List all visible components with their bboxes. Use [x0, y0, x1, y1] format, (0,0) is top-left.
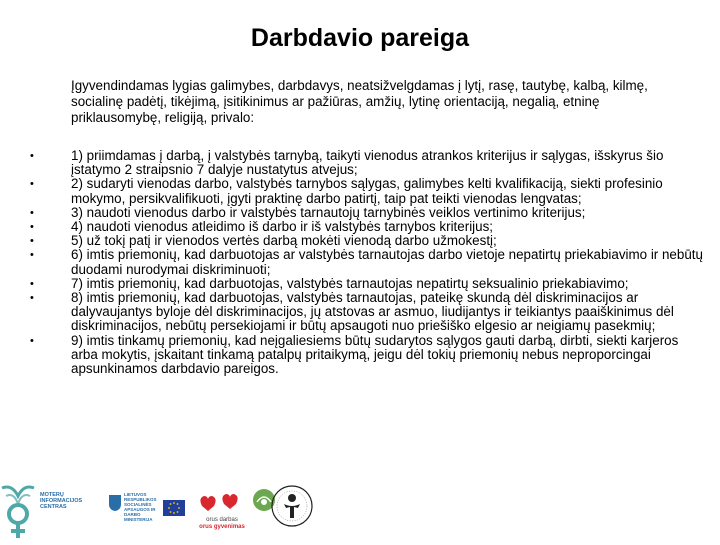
coat-of-arms-icon	[108, 494, 122, 512]
intro-paragraph: Įgyvendindamas lygias galimybes, darbdavys, neatsižvelgdamas į lytį, rasę, tautybę, kalbą, kilmę, socialinę padėtį, tikėjimą, įsitikinimus ar pažiūras, amžių, lytinę orientaciją, negalią, etninę priklausomybę, religiją, privalo:	[71, 78, 648, 125]
list-item-text: 6) imtis priemonių, kad darbuotojas ar valstybės tarnautojas darbo vietoje nepatirtų priekabiavimo ir nebūtų duodami nurodymai diskriminuoti;	[71, 247, 703, 277]
list-item-text: 4) naudoti vienodus atleidimo iš darbo ir iš valstybės tarnybos kriterijus;	[71, 219, 494, 235]
bullet-icon: •	[30, 206, 34, 219]
list-item	[26, 291, 706, 334]
program-line-1: orus darbas	[206, 517, 238, 523]
list-item-text: 5) už tokį patį ir vienodos vertės darbą mokėti vienodą darbo užmokestį;	[71, 233, 497, 249]
footer-logos	[0, 478, 720, 540]
womens-center-name: MOTERŲ INFORMACIJOS CENTRAS	[40, 492, 83, 510]
bullet-icon: •	[30, 235, 34, 248]
list-item	[26, 334, 706, 377]
list-item-text: 7) imtis priemonių, kad darbuotojas, valstybės tarnautojas nepatirtų seksualinio priekabiavimo;	[71, 275, 629, 291]
list-item	[26, 206, 706, 220]
list-item	[26, 277, 706, 291]
bullet-icon: •	[30, 178, 34, 191]
list-item-text: 1) priimdamas į darbą, į valstybės tarnybą, taikyti vienodus atrankos kriterijus ir sąlygas, išskyrus šio įstatymo 2 straipsnio 7 dalyje nustatytus atvejus;	[71, 148, 664, 178]
bullet-icon: •	[30, 334, 34, 347]
venus-symbol-logo	[0, 482, 36, 540]
ministry-name: LIETUVOS RESPUBLIKOS SOCIALINĖS APSAUGOS IR DARBO MINISTERIJA	[124, 492, 157, 522]
slide-title: Darbdavio pareiga	[250, 24, 470, 52]
eu-flag-icon	[163, 500, 185, 516]
program-logo	[196, 490, 248, 530]
list-item	[26, 234, 706, 248]
bullet-icon: •	[30, 277, 34, 290]
list-item-text: 8) imtis priemonių, kad darbuotojas, valstybės tarnautojas, pateikę skundą dėl diskriminacijos ar dalyvaujantys byloje dėl diskriminacijos, jų atstovas ar asmuo, liudijantys ir teikiantys paaiškinimus dėl diskriminacijos, nebūtų persekiojami ir būtų apsaugoti nuo priešiško elgesio ar neigiamų pasekmių;	[71, 290, 674, 334]
bullet-icon: •	[30, 150, 34, 162]
list-item	[26, 177, 706, 205]
bullet-icon: •	[30, 292, 34, 305]
list-item-text: 9) imtis tinkamų priemonių, kad neįgaliesiems būtų sudarytos sąlygos gauti darbą, dirbti, siekti karjeros arba mokytis, įskaitant tinkamą patalpų pritaikymą, jeigu dėl tokių priemonių nebus neproporcingai apsunkinamos darbdavio pareigos.	[71, 332, 679, 377]
bullet-icon: •	[30, 221, 34, 234]
list-item-text: 3) naudoti vienodus darbo ir valstybės tarnautojų tarnybinės veiklos vertinimo kriterijus;	[71, 204, 586, 220]
program-line-2: orus gyvenimas	[199, 524, 245, 530]
list-item	[26, 248, 706, 276]
bullet-icon: •	[30, 249, 34, 262]
list-item	[26, 220, 706, 234]
obligations-list	[26, 149, 706, 376]
heart-chain-icon	[196, 490, 248, 512]
list-item	[26, 149, 706, 177]
seal-logo	[270, 484, 314, 528]
list-item-text: 2) sudaryti vienodas darbo, valstybės tarnybos sąlygas, galimybes kelti kvalifikaciją, siekti profesinio mokymo, persikvalifikuoti, įgyti praktinę darbo patirtį, taip pat teikti vienodas lengvatas;	[71, 176, 663, 206]
